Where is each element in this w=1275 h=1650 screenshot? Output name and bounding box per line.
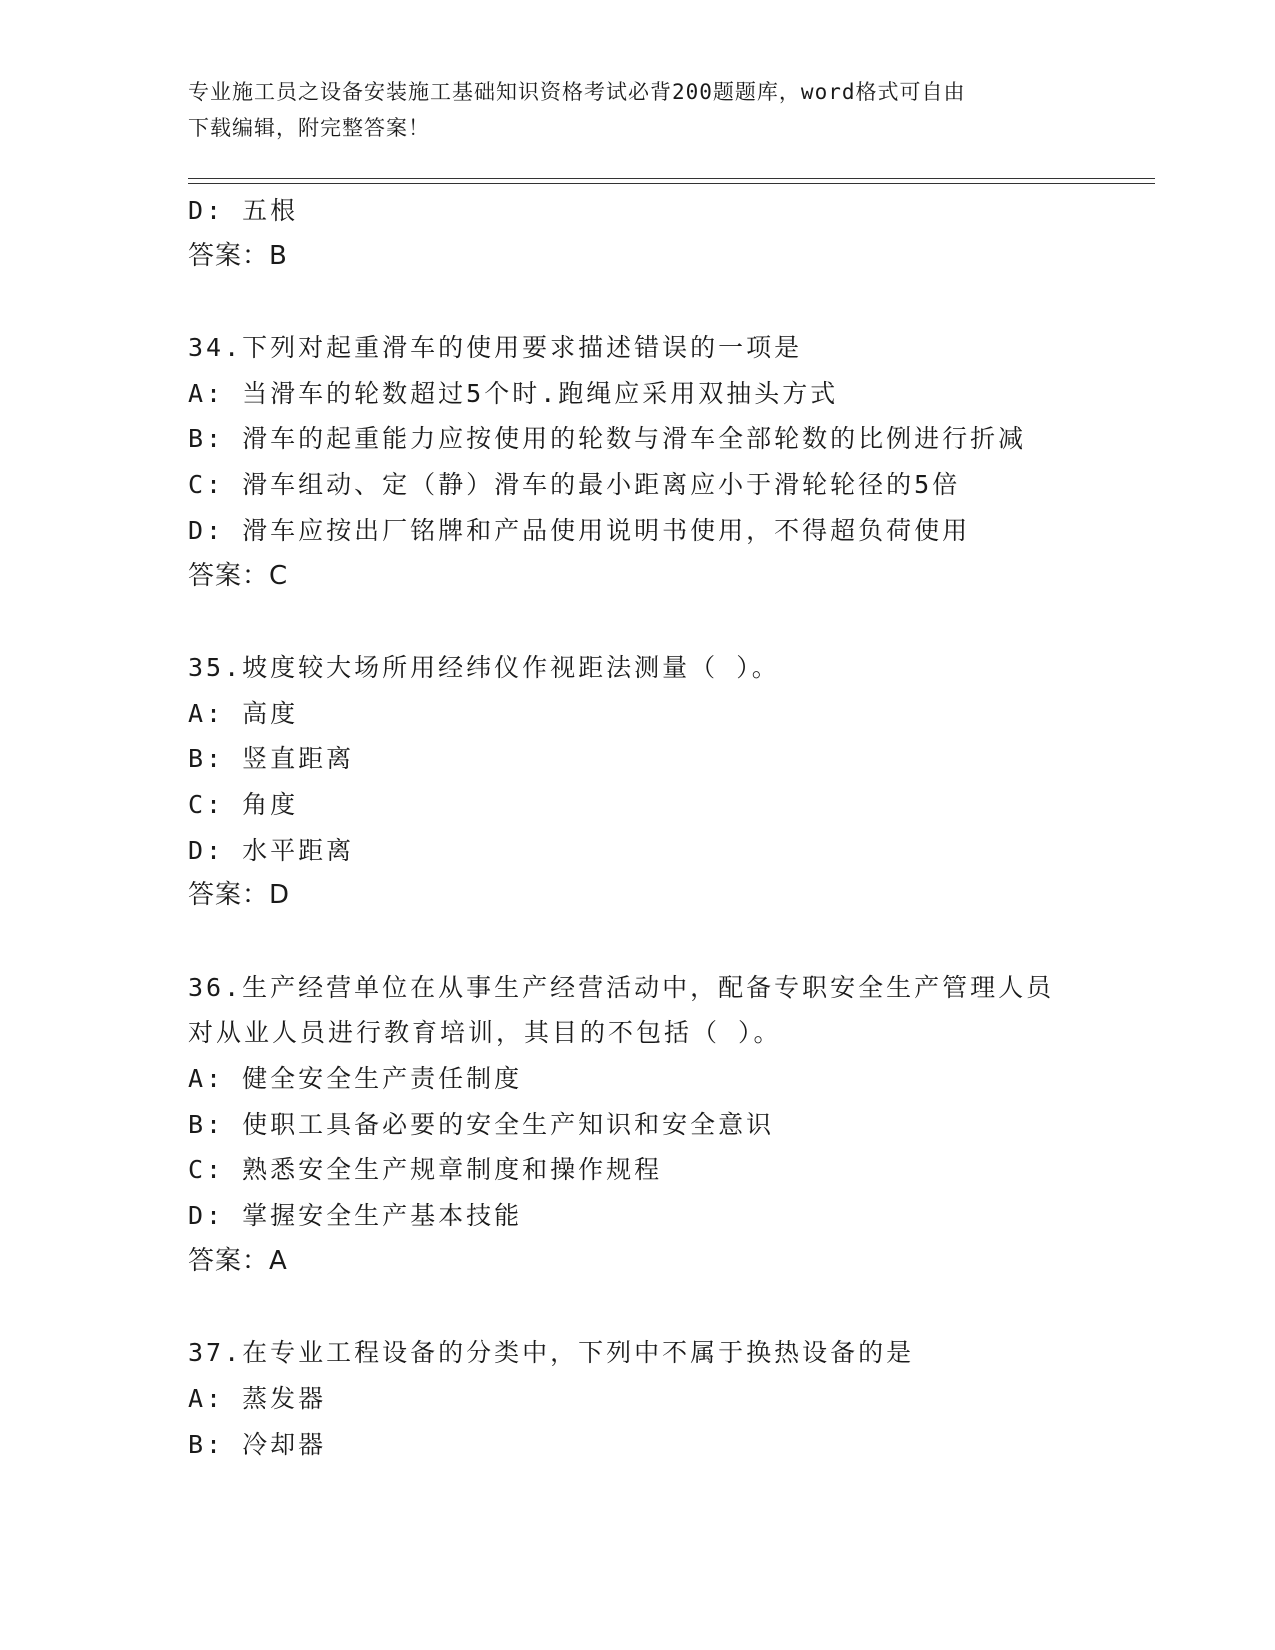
option-b: B: 滑车的起重能力应按使用的轮数与滑车全部轮数的比例进行折减 bbox=[188, 424, 1027, 454]
header-title-line-1: 专业施工员之设备安装施工基础知识资格考试必背200题题库，word格式可自由 bbox=[188, 80, 966, 104]
option-d: D: 掌握安全生产基本技能 bbox=[188, 1201, 523, 1231]
answer-line: 答案：D bbox=[188, 880, 291, 911]
option-d: D: 五根 bbox=[188, 196, 299, 225]
option-b: B: 竖直距离 bbox=[188, 744, 355, 774]
question-stem-line-2: 对从业人员进行教育培训，其目的不包括（ ）。 bbox=[188, 1018, 782, 1048]
option-a: A: 健全安全生产责任制度 bbox=[188, 1064, 523, 1094]
header-divider bbox=[188, 178, 1155, 179]
option-d: D: 水平距离 bbox=[188, 835, 355, 865]
question-34 bbox=[188, 325, 1148, 599]
question-stem: 34.下列对起重滑车的使用要求描述错误的一项是 bbox=[188, 333, 803, 363]
spacer bbox=[188, 919, 1148, 965]
spacer bbox=[188, 279, 1148, 325]
option-b: B: 冷却器 bbox=[188, 1429, 327, 1459]
option-b: B: 使职工具备必要的安全生产知识和安全意识 bbox=[188, 1109, 775, 1139]
spacer bbox=[188, 599, 1148, 645]
question-stem-line-1: 36.生产经营单位在从事生产经营活动中，配备专职安全生产管理人员 bbox=[188, 972, 1055, 1002]
header-divider-thin bbox=[188, 183, 1155, 184]
question-stem: 37.在专业工程设备的分类中，下列中不属于换热设备的是 bbox=[188, 1338, 915, 1368]
option-c: C: 熟悉安全生产规章制度和操作规程 bbox=[188, 1155, 663, 1185]
option-a: A: 蒸发器 bbox=[188, 1383, 327, 1413]
option-c: C: 角度 bbox=[188, 789, 299, 819]
option-c: C: 滑车组动、定（静）滑车的最小距离应小于滑轮轮径的5倍 bbox=[188, 470, 961, 500]
question-37 bbox=[188, 1330, 1148, 1467]
question-stem: 35.坡度较大场所用经纬仪作视距法测量（ ）。 bbox=[188, 652, 780, 682]
option-a: A: 当滑车的轮数超过5个时.跑绳应采用双抽头方式 bbox=[188, 378, 839, 408]
document-header bbox=[188, 74, 1088, 146]
header-title-line-2: 下载编辑，附完整答案！ bbox=[188, 116, 430, 140]
answer-line: 答案：B bbox=[188, 240, 288, 271]
option-d: D: 滑车应按出厂铭牌和产品使用说明书使用，不得超负荷使用 bbox=[188, 515, 971, 545]
spacer bbox=[188, 1285, 1148, 1331]
question-35 bbox=[188, 645, 1148, 919]
question-36 bbox=[188, 965, 1148, 1285]
answer-line: 答案：A bbox=[188, 1245, 288, 1276]
option-a: A: 高度 bbox=[188, 698, 299, 728]
document-body bbox=[188, 188, 1148, 1467]
answer-line: 答案：C bbox=[188, 560, 289, 591]
